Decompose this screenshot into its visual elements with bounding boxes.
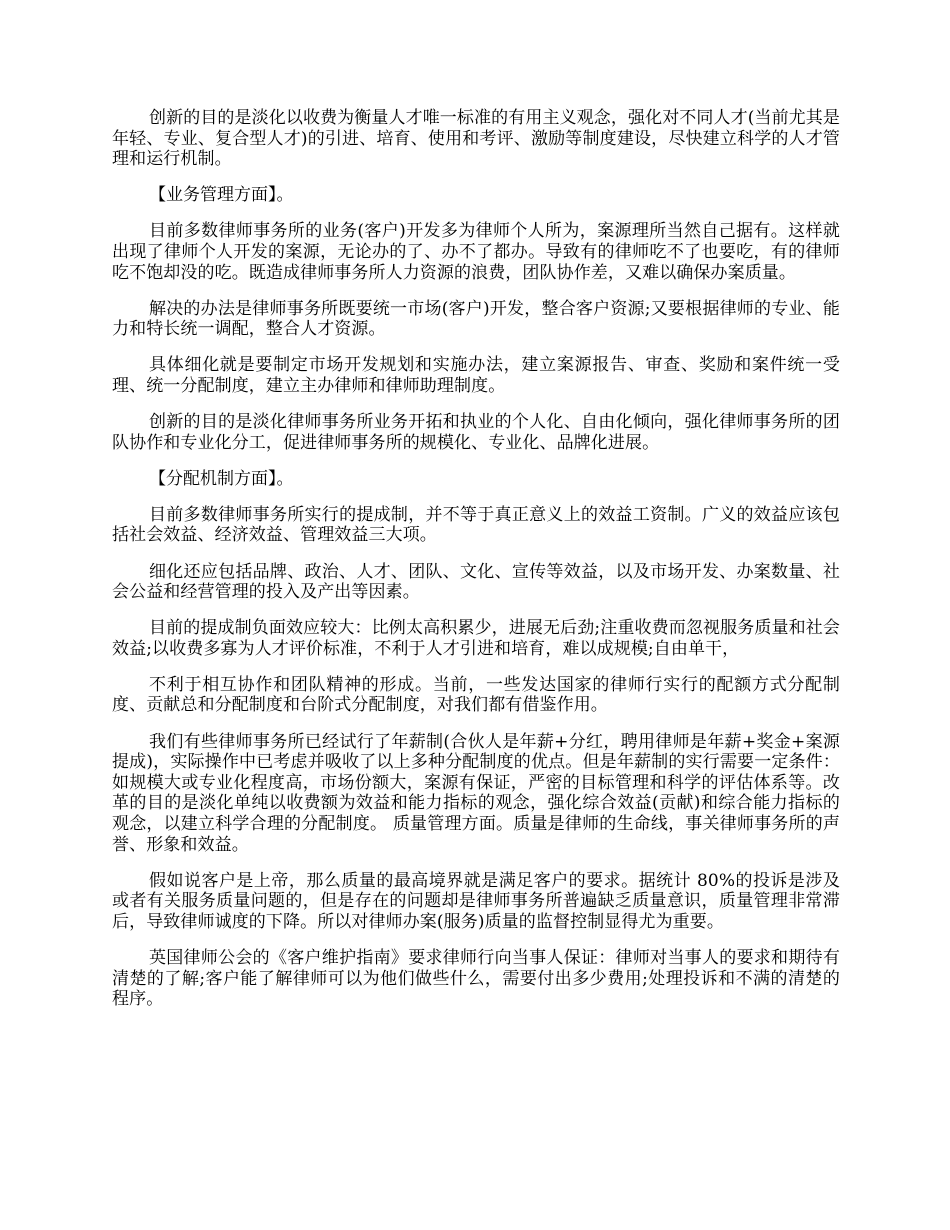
paragraph-business-detail: 具体细化就是要制定市场开发规划和实施办法，建立案源报告、审查、奖励和案件统一受理、统一分配制度，建立主办律师和律师助理制度。 xyxy=(112,355,840,396)
paragraph-uk-guide: 英国律师公会的《客户维护指南》要求律师行向当事人保证：律师对当事人的要求和期待有清楚的了解;客户能了解律师可以为他们做些什么，需要付出多少费用;处理投诉和不满的清楚的程序。 xyxy=(112,947,840,1010)
paragraph-distribution-detail: 细化还应包括品牌、政治、人才、团队、文化、宣传等效益，以及市场开发、办案数量、社会公益和经营管理的投入及产出等因素。 xyxy=(112,561,840,603)
document-body xyxy=(112,108,840,1025)
paragraph-business-innovation: 创新的目的是淡化律师事务所业务开拓和执业的个人化、自由化倾向，强化律师事务所的团队协作和专业化分工，促进律师事务所的规模化、专业化、品牌化进展。 xyxy=(112,412,840,453)
paragraph-distribution-negative: 目前的提成制负面效应较大：比例太高积累少，进展无后劲;注重收费而忽视服务质量和社会效益;以收费多寡为人才评价标准，不利于人才引进和培育，难以成规模;自由单干， xyxy=(112,618,840,659)
paragraph-quality: 假如说客户是上帝，那么质量的最高境界就是满足客户的要求。据统计 80%的投诉是涉及或者有关服务质量问题的，但是存在的问题却是律师事务所普遍缺乏质量意识，质量管理非常滞后，导致律师诚度的下降。所以对律师办案(服务)质量的监督控制显得尤为重要。 xyxy=(112,870,840,932)
paragraph-business-solution: 解决的办法是律师事务所既要统一市场(客户)开发，整合客户资源;又要根据律师的专业、能力和特长统一调配，整合人才资源。 xyxy=(112,298,840,340)
paragraph-annual-salary: 我们有些律师事务所已经试行了年薪制(合伙人是年薪+分红，聘用律师是年薪+奖金+案源提成)，实际操作中已考虑并吸收了以上多种分配制度的优点。但是年薪制的实行需要一定条件：如规模大或专业化程度高，市场份额大，案源有保证，严密的目标管理和科学的评估体系等。改革的目的是淡化单纯以收费额为效益和能力指标的观念，强化综合效益(贡献)和综合能力指标的观念，以建立科学合理的分配制度。 质量管理方面。质量是律师的生命线，事关律师事务所的声誉、形象和效益。 xyxy=(112,731,840,855)
section-heading-distribution: 【分配机制方面】。 xyxy=(149,468,294,489)
paragraph-business-current: 目前多数律师事务所的业务(客户)开发多为律师个人所为，案源理所当然自己据有。这样就出现了律师个人开发的案源，无论办的了、办不了都办。导致有的律师吃不了也要吃，有的律师吃不饱却没的吃。既造成律师事务所人力资源的浪费，团队协作差，又难以确保办案质量。 xyxy=(112,221,840,283)
paragraph-talent-innovation: 创新的目的是淡化以收费为衡量人才唯一标准的有用主义观念，强化对不同人才(当前尤其是年轻、专业、复合型人才)的引进、培育、使用和考评、激励等制度建设，尽快建立科学的人才管理和运行机制。 xyxy=(112,108,840,170)
section-heading-business-management: 【业务管理方面】。 xyxy=(149,185,294,206)
paragraph-distribution-foreign: 不利于相互协作和团队精神的形成。当前，一些发达国家的律师行实行的配额方式分配制度、贡献总和分配制度和台阶式分配制度，对我们都有借鉴作用。 xyxy=(112,674,840,716)
paragraph-distribution-current: 目前多数律师事务所实行的提成制，并不等于真正意义上的效益工资制。广义的效益应该包括社会效益、经济效益、管理效益三大项。 xyxy=(112,504,840,546)
